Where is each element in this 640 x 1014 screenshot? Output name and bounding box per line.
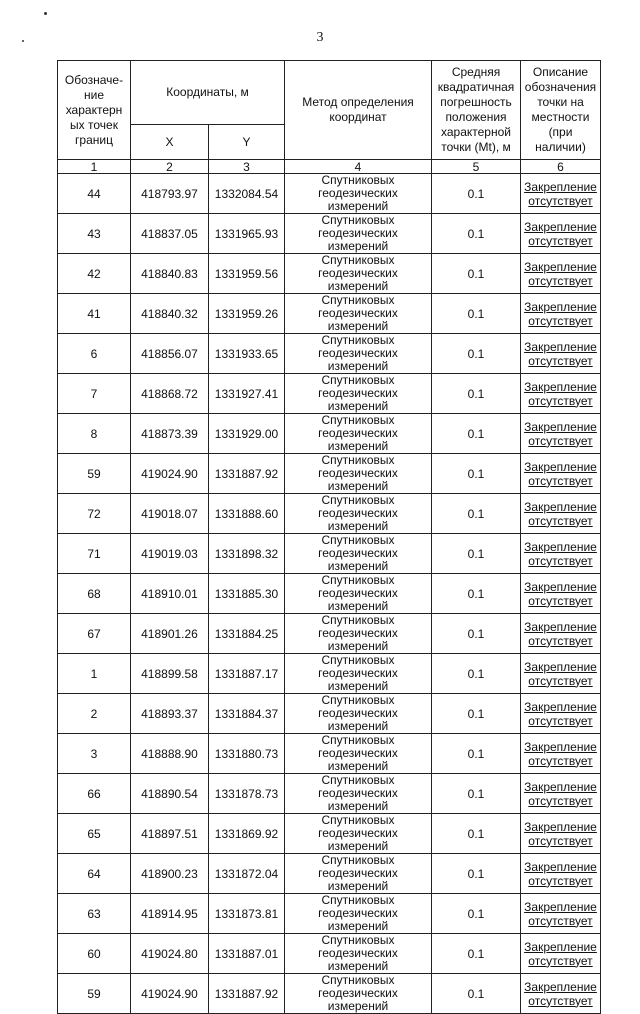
cell-description [521,174,601,214]
cell-accuracy: 0.1 [432,894,521,934]
cell-accuracy: 0.1 [432,814,521,854]
cell-x-coordinate: 418856.07 [131,334,209,374]
cell-description [521,894,601,934]
description-text: Закрепление отсутствует [524,219,597,248]
cell-description [521,814,601,854]
cell-method: Спутниковых геодезических измерений [285,214,432,254]
description-text: Закрепление отсутствует [524,819,597,848]
column-number: 6 [521,160,601,174]
cell-y-coordinate: 1331887.17 [209,654,285,694]
cell-y-coordinate: 1331888.60 [209,494,285,534]
cell-description [521,694,601,734]
cell-point-number: 59 [58,974,131,1014]
cell-y-coordinate: 1331887.01 [209,934,285,974]
cell-accuracy: 0.1 [432,694,521,734]
cell-y-coordinate: 1331959.56 [209,254,285,294]
cell-x-coordinate: 419024.90 [131,974,209,1014]
cell-method: Спутниковых геодезических измерений [285,774,432,814]
cell-description [521,494,601,534]
cell-accuracy: 0.1 [432,974,521,1014]
column-number: 3 [209,160,285,174]
table-row [58,934,601,974]
cell-accuracy: 0.1 [432,294,521,334]
description-text: Закрепление отсутствует [524,779,597,808]
cell-x-coordinate: 418901.26 [131,614,209,654]
cell-y-coordinate: 1331929.00 [209,414,285,454]
cell-method: Спутниковых геодезических измерений [285,934,432,974]
cell-y-coordinate: 1331880.73 [209,734,285,774]
table-row [58,374,601,414]
cell-x-coordinate: 418910.01 [131,574,209,614]
table-row [58,854,601,894]
cell-y-coordinate: 1331885.30 [209,574,285,614]
column-number: 4 [285,160,432,174]
table-row [58,654,601,694]
cell-accuracy: 0.1 [432,934,521,974]
header-y: Y [209,125,285,160]
cell-description [521,614,601,654]
cell-point-number: 63 [58,894,131,934]
cell-description [521,934,601,974]
description-text: Закрепление отсутствует [524,939,597,968]
cell-x-coordinate: 418868.72 [131,374,209,414]
cell-x-coordinate: 419019.03 [131,534,209,574]
cell-description [521,374,601,414]
cell-point-number: 6 [58,334,131,374]
cell-accuracy: 0.1 [432,734,521,774]
table-row [58,814,601,854]
cell-point-number: 65 [58,814,131,854]
cell-method: Спутниковых геодезических измерений [285,614,432,654]
cell-method: Спутниковых геодезических измерений [285,374,432,414]
table-row [58,174,601,214]
cell-description [521,734,601,774]
cell-description [521,534,601,574]
description-text: Закрепление отсутствует [524,579,597,608]
scan-speck [44,12,47,15]
page-number: 3 [316,30,324,45]
cell-point-number: 60 [58,934,131,974]
cell-y-coordinate: 1331884.37 [209,694,285,734]
cell-x-coordinate: 419018.07 [131,494,209,534]
cell-description [521,214,601,254]
column-number: 5 [432,160,521,174]
cell-x-coordinate: 418793.97 [131,174,209,214]
cell-y-coordinate: 1331887.92 [209,974,285,1014]
table-row [58,214,601,254]
cell-description [521,654,601,694]
cell-y-coordinate: 1331933.65 [209,334,285,374]
cell-method: Спутниковых геодезических измерений [285,534,432,574]
header-description: Описание обозначения точки на местности (при наличии) [521,61,601,160]
cell-y-coordinate: 1331878.73 [209,774,285,814]
cell-y-coordinate: 1331869.92 [209,814,285,854]
description-text: Закрепление отсутствует [524,739,597,768]
cell-point-number: 68 [58,574,131,614]
table-body [58,174,601,1014]
cell-accuracy: 0.1 [432,454,521,494]
cell-y-coordinate: 1332084.54 [209,174,285,214]
cell-accuracy: 0.1 [432,574,521,614]
cell-description [521,334,601,374]
header-method: Метод определения координат [285,61,432,160]
cell-point-number: 8 [58,414,131,454]
description-text: Закрепление отсутствует [524,619,597,648]
description-text: Закрепление отсутствует [524,979,597,1008]
cell-x-coordinate: 418897.51 [131,814,209,854]
cell-accuracy: 0.1 [432,254,521,294]
description-text: Закрепление отсутствует [524,539,597,568]
cell-y-coordinate: 1331872.04 [209,854,285,894]
table-row [58,254,601,294]
description-text: Закрепление отсутствует [524,299,597,328]
cell-point-number: 1 [58,654,131,694]
cell-accuracy: 0.1 [432,774,521,814]
table-row [58,494,601,534]
description-text: Закрепление отсутствует [524,259,597,288]
cell-point-number: 3 [58,734,131,774]
table-row [58,574,601,614]
cell-x-coordinate: 418899.58 [131,654,209,694]
cell-method: Спутниковых геодезических измерений [285,734,432,774]
description-text: Закрепление отсутствует [524,659,597,688]
table-row [58,454,601,494]
cell-accuracy: 0.1 [432,854,521,894]
cell-x-coordinate: 418900.23 [131,854,209,894]
cell-accuracy: 0.1 [432,414,521,454]
cell-accuracy: 0.1 [432,374,521,414]
cell-x-coordinate: 418888.90 [131,734,209,774]
cell-method: Спутниковых геодезических измерений [285,334,432,374]
description-text: Закрепление отсутствует [524,179,597,208]
cell-x-coordinate: 418890.54 [131,774,209,814]
cell-method: Спутниковых геодезических измерений [285,814,432,854]
cell-x-coordinate: 418893.37 [131,694,209,734]
cell-y-coordinate: 1331898.32 [209,534,285,574]
table-row [58,334,601,374]
cell-accuracy: 0.1 [432,654,521,694]
cell-point-number: 64 [58,854,131,894]
cell-method: Спутниковых геодезических измерений [285,974,432,1014]
cell-point-number: 44 [58,174,131,214]
cell-method: Спутниковых геодезических измерений [285,854,432,894]
cell-accuracy: 0.1 [432,334,521,374]
table-row [58,894,601,934]
table-row [58,734,601,774]
cell-accuracy: 0.1 [432,534,521,574]
cell-method: Спутниковых геодезических измерений [285,574,432,614]
table-row [58,774,601,814]
cell-method: Спутниковых геодезических измерений [285,454,432,494]
cell-x-coordinate: 418840.83 [131,254,209,294]
cell-accuracy: 0.1 [432,174,521,214]
cell-y-coordinate: 1331965.93 [209,214,285,254]
cell-point-number: 41 [58,294,131,334]
cell-method: Спутниковых геодезических измерений [285,414,432,454]
cell-point-number: 59 [58,454,131,494]
description-text: Закрепление отсутствует [524,499,597,528]
cell-x-coordinate: 418837.05 [131,214,209,254]
cell-accuracy: 0.1 [432,214,521,254]
cell-description [521,974,601,1014]
cell-x-coordinate: 418914.95 [131,894,209,934]
cell-accuracy: 0.1 [432,614,521,654]
cell-point-number: 67 [58,614,131,654]
column-number: 2 [131,160,209,174]
cell-description [521,414,601,454]
cell-x-coordinate: 418873.39 [131,414,209,454]
cell-point-number: 7 [58,374,131,414]
description-text: Закрепление отсутствует [524,859,597,888]
table-row [58,534,601,574]
cell-method: Спутниковых геодезических измерений [285,894,432,934]
cell-description [521,574,601,614]
description-text: Закрепление отсутствует [524,699,597,728]
description-text: Закрепление отсутствует [524,379,597,408]
table-row [58,294,601,334]
cell-description [521,774,601,814]
cell-y-coordinate: 1331873.81 [209,894,285,934]
cell-description [521,854,601,894]
description-text: Закрепление отсутствует [524,899,597,928]
cell-method: Спутниковых геодезических измерений [285,494,432,534]
header-x: X [131,125,209,160]
cell-point-number: 71 [58,534,131,574]
cell-y-coordinate: 1331959.26 [209,294,285,334]
cell-point-number: 72 [58,494,131,534]
cell-point-number: 42 [58,254,131,294]
header-coordinates: Координаты, м [131,61,285,125]
cell-description [521,294,601,334]
cell-method: Спутниковых геодезических измерений [285,654,432,694]
cell-x-coordinate: 418840.32 [131,294,209,334]
cell-description [521,454,601,494]
cell-y-coordinate: 1331884.25 [209,614,285,654]
description-text: Закрепление отсутствует [524,459,597,488]
cell-x-coordinate: 419024.80 [131,934,209,974]
table-row [58,694,601,734]
cell-method: Спутниковых геодезических измерений [285,174,432,214]
table-row [58,974,601,1014]
cell-point-number: 2 [58,694,131,734]
cell-point-number: 66 [58,774,131,814]
header-point-designation: Обозначе-ние характерн ых точек границ [58,61,131,160]
cell-x-coordinate: 419024.90 [131,454,209,494]
table-row [58,614,601,654]
cell-method: Спутниковых геодезических измерений [285,694,432,734]
cell-description [521,254,601,294]
description-text: Закрепление отсутствует [524,339,597,368]
header-accuracy: Средняя квадратичная погрешность положения характерной точки (Mt), м [432,61,521,160]
boundary-points-table [57,60,601,1014]
column-number: 1 [58,160,131,174]
cell-y-coordinate: 1331887.92 [209,454,285,494]
table-row [58,414,601,454]
cell-accuracy: 0.1 [432,494,521,534]
description-text: Закрепление отсутствует [524,419,597,448]
cell-point-number: 43 [58,214,131,254]
cell-method: Спутниковых геодезических измерений [285,294,432,334]
cell-method: Спутниковых геодезических измерений [285,254,432,294]
cell-y-coordinate: 1331927.41 [209,374,285,414]
